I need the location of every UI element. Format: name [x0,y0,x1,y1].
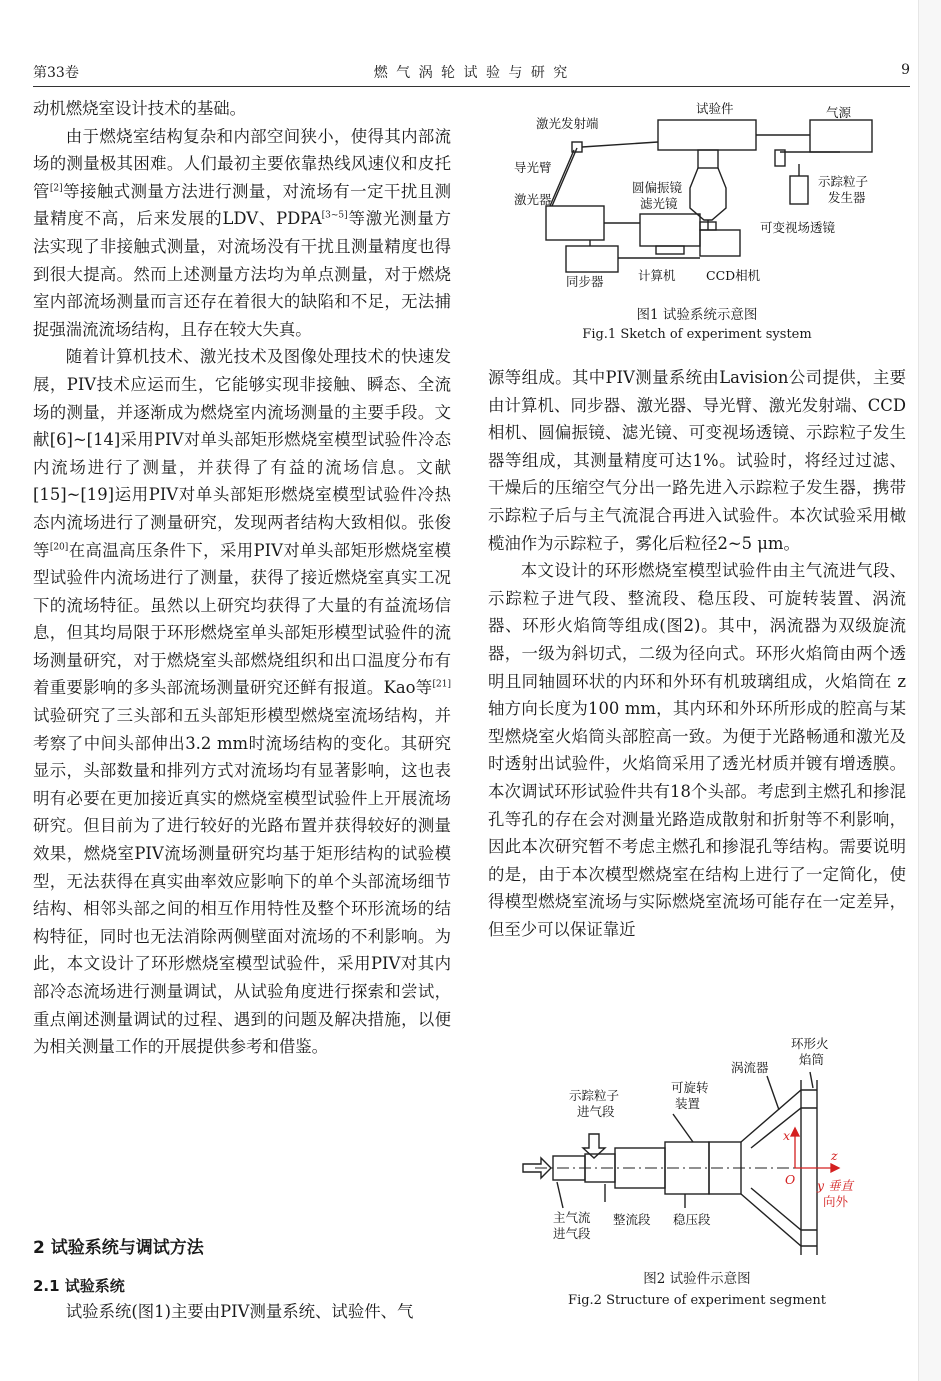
citation: [3~5] [321,210,348,221]
axis-y-label: 向外 [823,1194,849,1209]
fig1-label: 激光发射端 [536,116,599,131]
figure-1-caption-cn: 图1 试验系统示意图 [636,307,758,323]
fig2-label: 装置 [675,1096,701,1111]
fig2-label: 主气流 [553,1210,591,1225]
figure-2 [505,1030,905,1255]
fig1-label: 导光臂 [514,160,552,175]
figure-1 [490,98,908,298]
experiment-segment-diagram [505,1030,905,1255]
subsection-heading: 2.1 试验系统 [33,1277,125,1295]
citation: [20] [49,542,69,553]
page-edge [918,0,941,1381]
figure-1-caption-en: Fig.1 Sketch of experiment system [582,327,812,342]
fig1-label: 圆偏振镜 [632,180,683,195]
fig1-label: 示踪粒子 [818,174,869,189]
fig2-label: 稳压段 [673,1212,711,1227]
section-heading: 2 试验系统与调试方法 [33,1238,204,1258]
fig2-label: 整流段 [613,1212,651,1227]
fig2-label: 进气段 [577,1104,615,1119]
axis-x-label: x [783,1128,791,1143]
paragraph: 试验系统(图1)主要由PIV测量系统、试验件、气 [65,1302,414,1321]
page-header [33,62,910,84]
paragraph: 本文设计的环形燃烧室模型试验件由主气流进气段、示踪粒子进气段、整流段、稳压段、可旋转装置、涡流器、环形火焰筒等组成(图2)。其中，涡流器为双级旋流器，一级为斜切式，二级为径向式。环形火焰筒由两个透明且同轴圆环状的内环和外环有机玻璃组成，火焰筒在 z 轴方向长度为100 mm，其内环和外环所形成的腔高与某型燃烧室火焰筒头部腔高一致。为便于光路畅通和激光及时透射出试验件，火焰筒采用了透光材质并镀有增透膜。本次调试环形试验件共有18个头部。考虑到主燃孔和掺混孔等孔的存在会对测量光路造成散射和折射等不利影响，因此本次研究暂不考虑主燃孔和掺混孔等结构。需要说明的是，由于本次模型燃烧室在结构上进行了一定简化，使得模型燃烧室流场与实际燃烧室流场可能存在一定差异，但至少可以保证靠近 [488,561,906,939]
fig1-label: 激光器 [514,192,552,207]
fig2-label: 示踪粒子 [569,1088,620,1103]
fig2-label: 可旋转 [671,1080,709,1095]
paragraph: 源等组成。其中PIV测量系统由Lavision公司提供，主要由计算机、同步器、激光器、导光臂、激光发射端、CCD相机、圆偏振镜、滤光镜、可变视场透镜、示踪粒子发生器等组成，其测量精度可达1%。试验时，将经过过滤、干燥后的压缩空气分出一路先进入示踪粒子发生器，携带示踪粒子后与主气流混合再进入试验件。本次试验采用橄榄油作为示踪粒子，雾化后粒径2~5 μm。 [488,368,906,553]
fig1-label: 滤光镜 [640,196,678,211]
paragraph: 由于燃烧室结构复杂和内部空间狭小，使得其内部流场的测量极其困难。人们最初主要依靠热线风速仪和皮托管[2]等接触式测量方法进行测量，对流场有一定干扰且测量精度不高，后来发展的LDV、PDPA[3~5]等激光测量方法实现了非接触式测量，对流场没有干扰且测量精度也得到很大提高。然而上述测量方法均为单点测量，对于燃烧室内部流场测量而言还存在着很大的缺陷和不足，无法捕捉强湍流流场结构，且存在较大失真。 [33,126,452,339]
right-column [488,364,906,943]
paragraph: 动机燃烧室设计技术的基础。 [33,99,247,118]
axis-origin-label: O [785,1172,796,1187]
fig1-label: 试验件 [696,101,734,116]
fig2-label: 涡流器 [731,1060,769,1075]
citation: [2] [49,183,63,194]
journal-title: 燃 气 涡 轮 试 验 与 研 究 [373,65,570,81]
fig2-label: 进气段 [553,1226,591,1241]
left-column [33,95,451,1061]
fig1-label: 同步器 [566,274,604,289]
figure-2-caption-en: Fig.2 Structure of experiment segment [568,1293,826,1308]
header-rule [33,86,910,87]
citation: [21] [432,680,451,690]
fig1-label: 气源 [826,105,852,120]
fig1-label: 发生器 [828,190,866,205]
fig1-label: 可变视场透镜 [760,220,836,235]
experiment-system-diagram [490,98,908,298]
axis-y-label: y 垂直 [817,1178,854,1193]
figure-2-caption-cn: 图2 试验件示意图 [643,1271,751,1287]
fig2-label: 焰筒 [799,1052,825,1067]
fig1-label: CCD相机 [706,268,761,283]
paragraph: 随着计算机技术、激光技术及图像处理技术的快速发展，PIV技术应运而生，它能够实现非接触、瞬态、全流场的测量，并逐渐成为燃烧室内流场测量的主要手段。文献[6]~[14]采用PIV对单头部矩形燃烧室模型试验件冷态内流场进行了测量，并获得了有益的流场信息。文献[15]~[19]运用PIV对单头部矩形燃烧室模型试验件冷热态内流场进行了测量研究，发现两者结构大致相似。张俊等[20]在高温高压条件下，采用PIV对单头部矩形燃烧室模型试验件内流场进行了测量，获得了接近燃烧室真实工况下的流场特征。虽然以上研究均获得了大量的有益流场信息，但其均局限于环形燃烧室单头部矩形模型试验件的流场测量研究，对于燃烧室头部燃烧组织和出口温度分布有着重要影响的多头部流场测量研究还鲜有报道。Kao等[21]试验研究了三头部和五头部矩形模型燃烧室流场结构，并考察了中间头部伸出3.2 mm时流场结构的变化。其研究显示，头部数量和排列方式对流场均有显著影响，这也表明有必要在更加接近真实的燃烧室模型试验件上开展流场研究。但目前为了进行较好的光路布置并获得较好的测量效果，燃烧室PIV流场测量研究均基于矩形结构的试验模型，无法获得在真实曲率效应影响下的单个头部流场细节结构、相邻头部之间的相互作用特性及整个环形流场的结构特征，同时也无法消除两侧壁面对流场的不利影响。为此，本文设计了环形燃烧室模型试验件，采用PIV对其内部冷态流场进行测量调试，从试验角度进行探索和尝试，重点阐述测量调试的过程、遇到的问题及解决措施，以便为相关测量工作的开展提供参考和借鉴。 [33,347,452,1057]
fig2-label: 环形火 [791,1036,829,1051]
fig1-label: 计算机 [638,268,676,283]
volume-label: 第33卷 [33,65,79,81]
page-number: 9 [901,62,910,78]
axis-z-label: z [831,1148,838,1163]
